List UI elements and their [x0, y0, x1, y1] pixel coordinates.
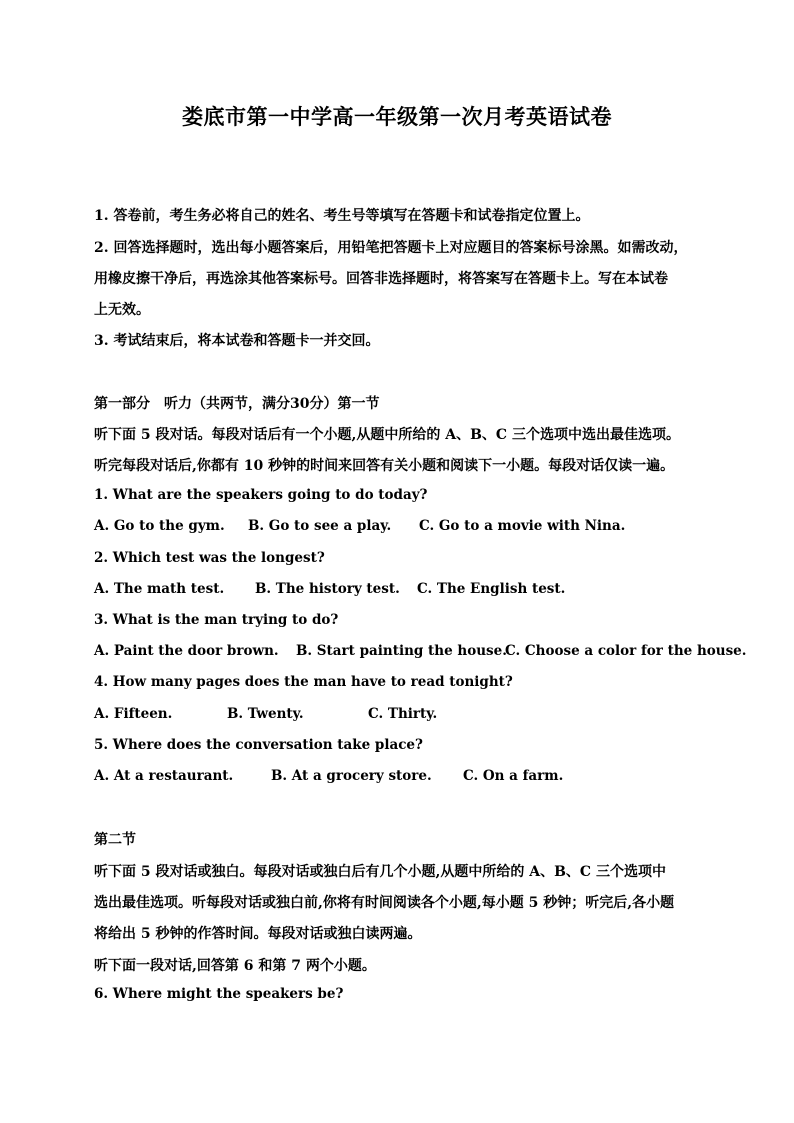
part2-sub-direction: 听下面一段对话,回答第 6 和第 7 两个小题。 [94, 958, 376, 974]
question-2-option-c: C. The English test. [417, 581, 566, 597]
page-title: 娄底市第一中学高一年级第一次月考英语试卷 [182, 104, 612, 129]
question-5-option-a: A. At a restaurant. [94, 768, 234, 784]
part2-heading: 第二节 [94, 832, 136, 848]
question-5: 5. Where does the conversation take place? [94, 737, 423, 753]
question-1-option-b: B. Go to see a play. [248, 518, 392, 534]
question-1-option-c: C. Go to a movie with Nina. [419, 518, 626, 534]
question-4: 4. How many pages does the man have to read tonight? [94, 674, 513, 690]
part2-directions-1: 听下面 5 段对话或独白。每段对话或独白后有几个小题,从题中所给的 A、B、C 三个选项中 [94, 864, 666, 880]
instruction-2-end: 上无效。 [94, 302, 150, 318]
question-2-option-a: A. The math test. [94, 581, 225, 597]
part2-directions-2: 选出最佳选项。听每段对话或独白前,你将有时间阅读各个小题,每小题 5 秒钟；听完后,各小题 [94, 895, 675, 911]
question-3: 3. What is the man trying to do? [94, 612, 339, 628]
question-4-option-a: A. Fifteen. [94, 706, 173, 722]
instruction-2-cont: 用橡皮擦干净后，再选涂其他答案标号。回答非选择题时，将答案写在答题卡上。写在本试卷 [94, 271, 668, 287]
question-4-option-b: B. Twenty. [227, 706, 304, 722]
question-3-option-c: C. Choose a color for the house. [505, 643, 747, 659]
question-6: 6. Where might the speakers be? [94, 986, 344, 1002]
question-3-option-b: B. Start painting the house. [296, 643, 507, 659]
question-2: 2. Which test was the longest? [94, 550, 325, 566]
part1-directions-2: 听完每段对话后,你都有 10 秒钟的时间来回答有关小题和阅读下一小题。每段对话仅读一遍。 [94, 458, 675, 474]
question-1: 1. What are the speakers going to do today? [94, 487, 428, 503]
part1-directions-1: 听下面 5 段对话。每段对话后有一个小题,从题中所给的 A、B、C 三个选项中选出最佳选项。 [94, 427, 680, 443]
question-4-option-c: C. Thirty. [368, 706, 438, 722]
question-5-option-c: C. On a farm. [463, 768, 564, 784]
question-1-option-a: A. Go to the gym. [94, 518, 225, 534]
question-2-option-b: B. The history test. [255, 581, 400, 597]
instruction-1: 1. 答卷前，考生务必将自己的姓名、考生号等填写在答题卡和试卷指定位置上。 [94, 208, 590, 224]
instruction-3: 3. 考试结束后，将本试卷和答题卡一并交回。 [94, 333, 380, 349]
question-3-option-a: A. Paint the door brown. [94, 643, 279, 659]
part2-directions-3: 将给出 5 秒钟的作答时间。每段对话或独白读两遍。 [94, 926, 422, 942]
part1-heading: 第一部分 听力（共两节，满分30分）第一节 [94, 396, 380, 412]
question-5-option-b: B. At a grocery store. [271, 768, 432, 784]
instruction-2: 2. 回答选择题时，选出每小题答案后，用铅笔把答题卡上对应题目的答案标号涂黑。如需改动， [94, 240, 688, 256]
